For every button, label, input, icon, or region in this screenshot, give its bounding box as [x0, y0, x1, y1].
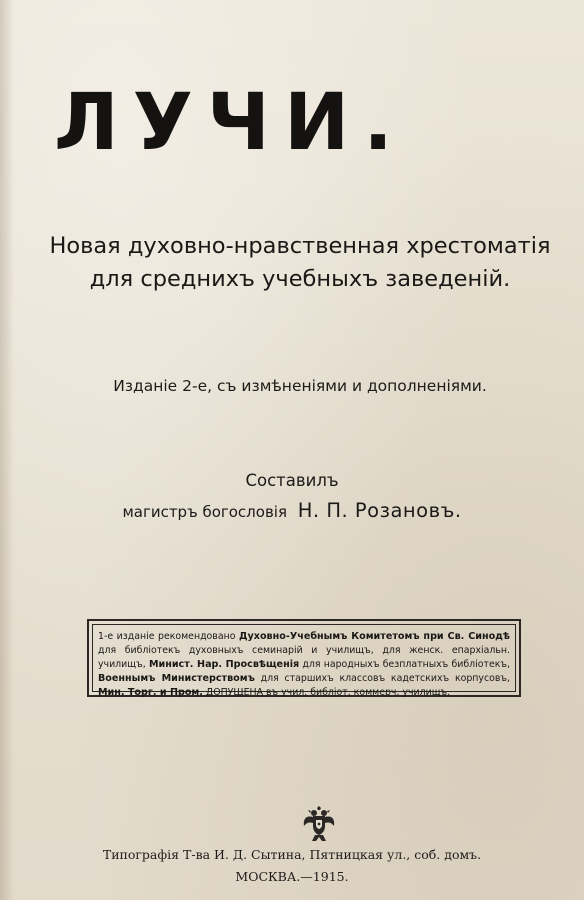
author-line: [0, 498, 584, 525]
notice-part-9: ДОПУЩЕНА: [205, 687, 264, 698]
author-name: Н. П. Розановъ.: [297, 499, 462, 522]
compiled-by-label: Составилъ: [245, 471, 339, 490]
notice-part-2: Духовно-Учебнымъ Комитетомъ при Св. Синодѣ: [238, 631, 510, 642]
author-title: магистръ богословія: [122, 503, 287, 521]
subtitle-line-1: Новая духовно-нравственная хрестоматія: [49, 233, 551, 259]
subtitle-line-2: для среднихъ учебныхъ заведеній.: [89, 266, 511, 292]
notice-part-4: Минист. Нар. Просвѣщенія: [148, 659, 300, 670]
notice-part-1: 1-е изданіе рекомендовано: [98, 631, 236, 642]
imprint: [0, 844, 584, 888]
notice-part-6: Военнымъ Министерствомъ: [98, 673, 255, 684]
notice-part-10: въ учил. библіот. коммерч. училищъ.: [266, 687, 451, 698]
double-headed-eagle-icon: [302, 805, 336, 843]
place-year-line: МОСКВА.—1915.: [235, 869, 349, 884]
recommendation-box: [87, 619, 521, 697]
notice-part-8: Мин. Торг. и Пром.: [98, 687, 203, 698]
book-title: ЛУЧИ.: [54, 78, 407, 168]
notice-part-5: для народныхъ безплатныхъ библіотекъ,: [302, 659, 510, 670]
notice-part-7: для старшихъ классовъ кадетскихъ корпусовъ,: [260, 673, 511, 684]
printer-line: Типографія Т-ва И. Д. Сытина, Пятницкая ул., соб. домъ.: [102, 847, 482, 862]
recommendation-text: [98, 630, 510, 700]
edition-note: Изданіе 2-е, съ измѣненіями и дополненіями.: [113, 377, 487, 395]
subtitle: [20, 230, 580, 296]
notice-part-3: для библіотекъ духовныхъ семинарій и училищъ, для женск. епархіальн. училищъ,: [98, 645, 510, 670]
